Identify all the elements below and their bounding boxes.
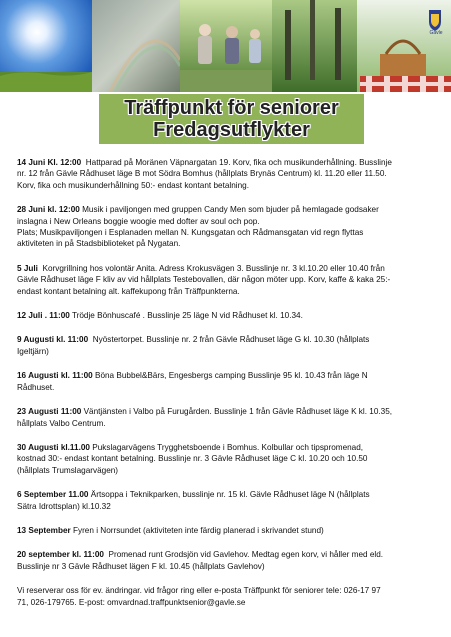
event-text: nr. 12 från Gävle Rådhuset läge B mot Södra Bomhus (hållplats Brynäs Centrum) kl. 11.20 eller 11.50.	[17, 169, 387, 179]
event-text: endast kontant betalning alt. kaffekupong från Träffpunkterna.	[17, 286, 240, 296]
event-item	[17, 549, 442, 572]
event-date: 28 Juni kl. 12:00	[17, 205, 80, 215]
title-box	[99, 94, 364, 144]
event-item	[17, 489, 442, 512]
event-text: inslagna i New Orleans boggie woogie med dofter av soul och pop.	[17, 216, 260, 226]
event-text: Väntjänsten i Valbo på Furugården. Busslinje 1 från Gävle Rådhuset läge K kl. 10.35,	[83, 407, 393, 417]
event-item	[17, 406, 442, 429]
event-text: Korv, fika och musikunderhållning 50:- endast kontant betalning.	[17, 180, 249, 190]
page-title: Träffpunkt för seniorer	[124, 97, 339, 119]
event-date: 14 Juni Kl. 12:00	[17, 158, 82, 167]
event-item	[17, 157, 442, 191]
event-text: Fyren i Norrsundet (aktiviteten inte färdig planerad i skrivandet stund)	[72, 525, 324, 535]
page-subtitle: Fredagsutflykter	[153, 119, 310, 141]
event-item	[17, 310, 442, 321]
event-item	[17, 204, 442, 250]
event-text: Promenad runt Grodsjön vid Gavlehov. Medtag egen korv, vi håller med eld.	[108, 550, 384, 560]
event-text: Trödje Bönhuscafé . Busslinje 25 läge N vid Rådhuset kl. 10.34.	[71, 311, 303, 321]
event-date: 16 Augusti kl. 11:00	[17, 371, 93, 381]
event-date: 30 Augusti kl.11.00	[17, 442, 90, 452]
event-date: 23 Augusti 11:00	[17, 407, 82, 417]
sun-sky-photo	[0, 0, 92, 92]
event-item	[17, 370, 442, 393]
event-list	[17, 157, 442, 608]
event-text: (hållplats Trumslagarvägen)	[17, 465, 119, 475]
event-text: Sätra Idrottsplan) kl.10.32	[17, 501, 111, 511]
event-date: 6 September 11.00	[17, 490, 89, 500]
contact-footer	[17, 585, 442, 608]
header-banner	[0, 0, 451, 92]
event-text: Busslinje nr 3 Gävle Rådhuset lägen F kl. 10.45 (hållplats Gavlehov)	[17, 561, 265, 571]
event-text: Pukslagarvägens Trygghetsboende i Bomhus. Kolbullar och tipspromenad,	[92, 442, 364, 452]
event-text: Ärtsoppa i Teknikparken, busslinje nr. 15 kl. Gävle Rådhuset läge N (hållplats	[90, 490, 370, 500]
footer-text: 71, 026-179765. E-post: omvardnad.traffpunktsenior@gavle.se	[17, 597, 246, 607]
event-text: Rådhuset.	[17, 382, 55, 392]
event-text: kostnad 30:- endast kontant betalning. Busslinje nr. 3 Gävle Rådhuset läge C kl. 10.20 och 10.50	[17, 454, 368, 464]
event-date: 5 Juli	[17, 263, 38, 273]
rain-window-photo	[92, 0, 180, 92]
event-text: Gävle Rådhuset läge F kliv av vid hållplats Testebovallen, där någon möter upp. Korv, kaffe & kaka 25:-	[17, 275, 391, 285]
event-item	[17, 334, 442, 357]
seniors-photo	[180, 0, 272, 92]
event-text: Nyöstertorpet. Busslinje nr. 2 från Gävle Rådhuset läge G kl. 10.30 (hållplats	[92, 335, 370, 345]
event-date: 13 September	[17, 525, 71, 535]
event-item	[17, 442, 442, 476]
event-text: Plats; Musikpaviljongen i Esplanaden mellan N. Kungsgatan och Rådmansgatan vid regn flyttas	[17, 228, 364, 238]
event-text: Igeltjärn)	[17, 346, 49, 356]
event-date: 9 Augusti kl. 11:00	[17, 335, 89, 345]
event-item	[17, 263, 442, 297]
event-date: 12 Juli . 11:00	[17, 311, 70, 321]
event-item	[17, 525, 442, 536]
event-text: Hattparad på Moränen Väpnargatan 19. Korv, fika och musikunderhållning. Busslinje	[85, 158, 392, 167]
event-date: 20 september kl. 11:00	[17, 550, 104, 560]
event-text: aktiviteten in på Stadsbiblioteket på Nygatan.	[17, 239, 181, 249]
event-text: Musik i paviljongen med gruppen Candy Men som bjuder på hemlagade godsaker	[82, 205, 379, 215]
event-text: Korvgrillning hos volontär Anita. Adress Krokusvägen 3. Busslinje nr. 3 kl.10.20 eller 10.40 från	[42, 263, 385, 273]
gavle-coat-of-arms-icon	[428, 8, 442, 32]
event-text: hållplats Valbo Centrum.	[17, 418, 106, 428]
park-trees-photo	[272, 0, 357, 92]
footer-text: Vi reserverar oss för ev. ändringar. vid frågor ring eller e-posta Träffpunkt för seniorer tele: 026-17 97	[17, 586, 381, 596]
gavle-logo-label: Gävle	[429, 30, 443, 36]
event-text: Böna Bubbel&Bärs, Engesbergs camping Busslinje 95 kl. 10.43 från läge N	[94, 371, 368, 381]
